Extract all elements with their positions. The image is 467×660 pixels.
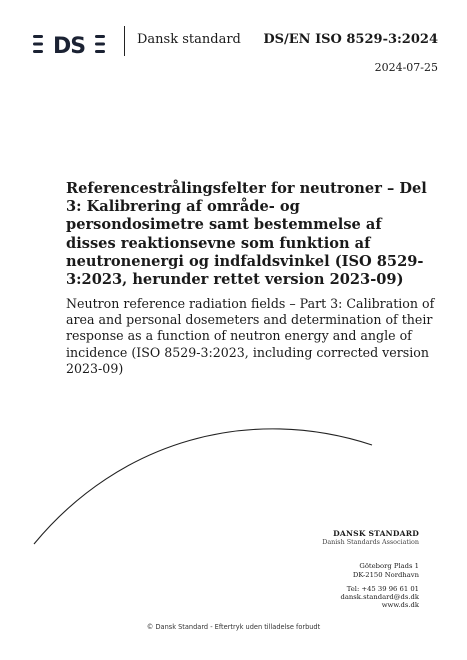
publisher-label: Dansk standard — [137, 32, 241, 47]
publisher-subtitle: Danish Standards Association — [322, 538, 419, 546]
standard-number: DS/EN ISO 8529-3:2024 — [263, 32, 438, 47]
address-line-1: Göteborg Plads 1 — [359, 562, 419, 570]
header-divider — [124, 26, 125, 56]
title-english: Neutron reference radiation fields – Part 3: Calibration of area and personal dosemeters and determination of their response as a function of neutron energy and angle of incidence (ISO 8529-3:2023, including corrected version 2023-09) — [66, 296, 435, 376]
telephone: Tel: +45 39 96 61 01 — [346, 585, 419, 593]
website-link[interactable]: www.ds.dk — [381, 601, 419, 609]
title-danish: Referencestrålingsfelter for neutroner – Del 3: Kalibrering af område- og persondosimetre samt bestemmelse af disses reaktionsevne som funktion af neutronenergi og indfaldsvinkel (ISO 8529-3:2023, herunder rettet version 2023-09) — [66, 180, 427, 289]
copyright-footer: © Dansk Standard - Eftertryk uden tilladelse forbudt — [146, 623, 321, 631]
logo-text: DS — [52, 34, 86, 55]
publication-date: 2024-07-25 — [374, 61, 438, 74]
address-line-2: DK-2150 Nordhavn — [352, 571, 419, 579]
ds-logo-icon — [33, 33, 105, 55]
email-link[interactable]: dansk.standard@ds.dk — [340, 593, 419, 601]
publisher-name: DANSK STANDARD — [333, 529, 419, 538]
